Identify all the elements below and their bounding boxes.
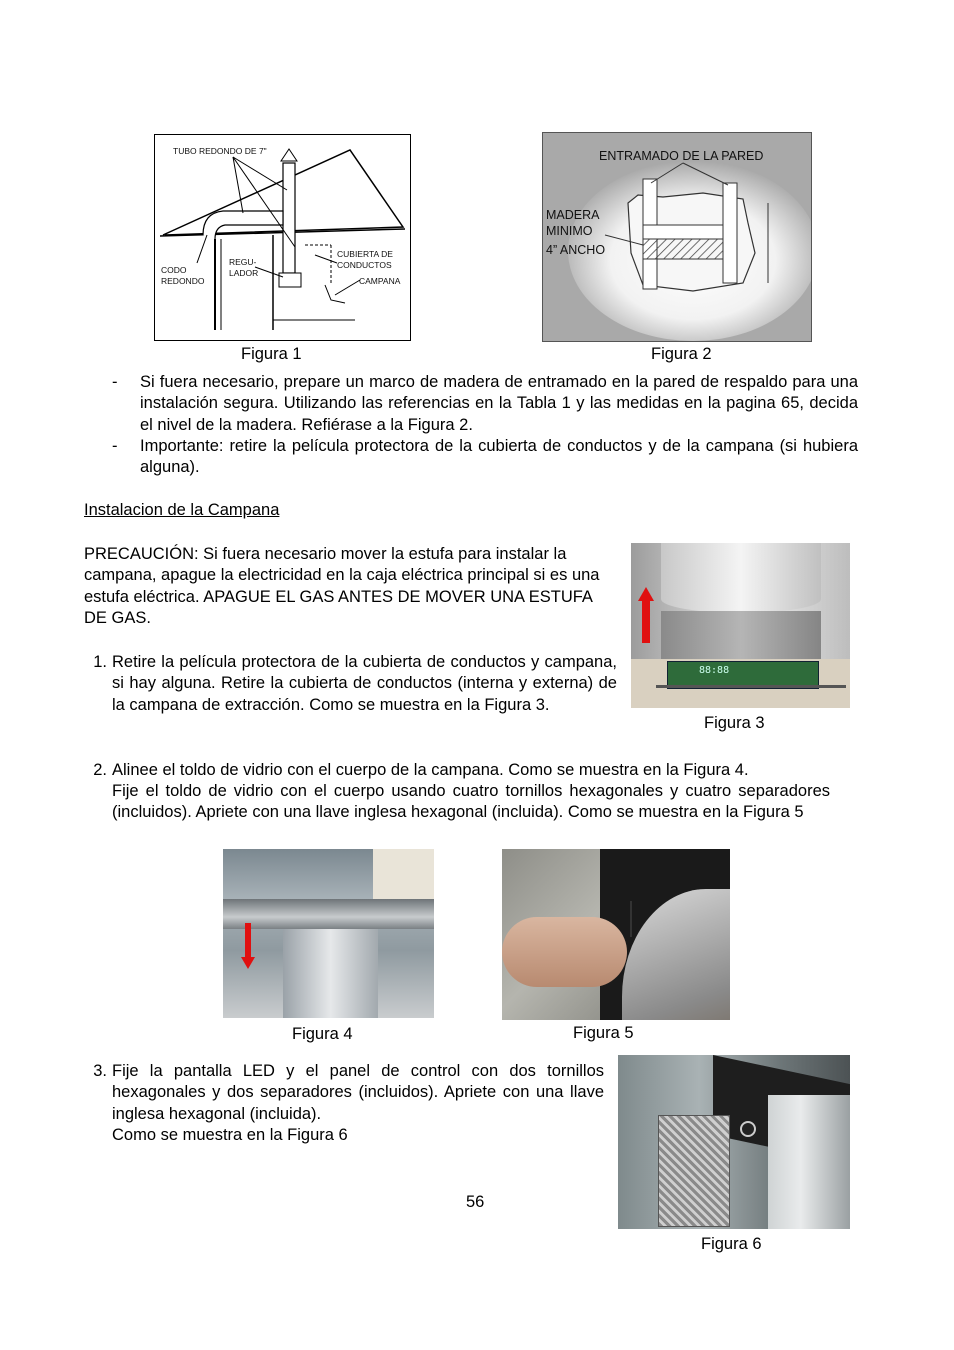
fig1-label-redondo: REDONDO xyxy=(161,276,205,286)
fig2-label-ancho: 4” ANCHO xyxy=(546,243,606,257)
step-text: Fije el toldo de vidrio con el cuerpo usando cuatro tornillos hexagonales y cuatro separadores (incluidos). Apriete con una llave inglesa hexagonal (incluida). Como se muestra en la Figura 5 xyxy=(112,782,830,822)
figure-4-caption: Figura 4 xyxy=(292,1025,353,1043)
fig1-label-lador: LADOR xyxy=(229,268,259,278)
fig2-label-madera: MADERA xyxy=(546,208,600,222)
up-arrow-head-icon xyxy=(638,587,654,601)
down-arrow-icon xyxy=(245,923,251,959)
step-text-last-line: Como se muestra en la Figura 6 xyxy=(112,1126,348,1144)
up-arrow-icon xyxy=(642,599,650,643)
figure-1-caption: Figura 1 xyxy=(241,345,302,363)
figure-1-diagram xyxy=(154,134,411,341)
fig1-label-conductos: CONDUCTOS xyxy=(337,260,392,270)
step-number: 2. xyxy=(93,761,107,779)
figure-2-caption: Figura 2 xyxy=(651,345,712,363)
wall-framing-diagram xyxy=(543,133,811,341)
step-text-first-line: Alinee el toldo de vidrio con el cuerpo de la campana. Como se muestra en la Figura 4. xyxy=(112,761,749,779)
fig1-label-cubierta: CUBIERTA DE xyxy=(337,249,393,259)
figure-2-diagram xyxy=(542,132,812,342)
fig1-label-campana: CAMPANA xyxy=(359,276,401,286)
step-number: 3. xyxy=(93,1062,107,1080)
fig2-label-entramado: ENTRAMADO DE LA PARED xyxy=(599,149,764,163)
grease-filter xyxy=(658,1115,730,1227)
section-title: Instalacion de la Campana xyxy=(84,501,280,519)
bullet-item: Importante: retire la película protectora de la cubierta de conductos y de la campana (si hubiera alguna). xyxy=(140,437,858,477)
duct-installation-diagram xyxy=(155,135,410,340)
figure-3-photo xyxy=(631,543,850,708)
fig1-label-codo: CODO xyxy=(161,265,187,275)
page-number: 56 xyxy=(466,1193,485,1211)
figure-5-caption: Figura 5 xyxy=(573,1024,634,1042)
down-arrow-head-icon xyxy=(241,957,255,969)
bullet-dash: - xyxy=(112,437,118,455)
hand xyxy=(502,917,627,987)
bullet-dash: - xyxy=(112,373,118,391)
figure-4-photo xyxy=(223,849,434,1018)
figure-5-photo xyxy=(502,849,730,1020)
caution-paragraph: PRECAUCIÓN: Si fuera necesario mover la estufa para instalar la campana, apague la electricidad en la caja eléctrica principal si es una estufa eléctrica. APAGUE EL GAS ANTES DE MOVER UNA ESTUFA DE GAS. xyxy=(84,545,600,628)
screw-icon xyxy=(740,1121,756,1137)
hex-key-icon xyxy=(630,901,632,937)
step-text: Fije la pantalla LED y el panel de control con dos tornillos hexagonales y dos separadores (incluidos). Apriete con una llave inglesa hexagonal (incluida). xyxy=(112,1062,604,1123)
figure-3-caption: Figura 3 xyxy=(704,714,765,732)
step-text: Retire la película protectora de la cubierta de conductos y campana, si hay alguna. Retire la cubierta de conductos (interna y externa) de la campana de extracción. Como se muestra en la Figura 3. xyxy=(112,653,617,714)
bullet-item: Si fuera necesario, prepare un marco de madera de entramado en la pared de respaldo para una instalación segura. Utilizando las referencias en la Tabla 1 y las medidas en la pagina 65, decida el nivel de la madera. Refiérase a la Figura 2. xyxy=(140,373,858,434)
fig2-label-minimo: MINIMO xyxy=(546,224,593,238)
figure-6-photo xyxy=(618,1055,850,1229)
figure-6-caption: Figura 6 xyxy=(701,1235,762,1253)
fig1-label-tubo: TUBO REDONDO DE 7" xyxy=(173,146,267,156)
fig1-label-regu: REGU- xyxy=(229,257,257,267)
led-display: 88:88 xyxy=(699,665,730,676)
step-number: 1. xyxy=(93,653,107,671)
